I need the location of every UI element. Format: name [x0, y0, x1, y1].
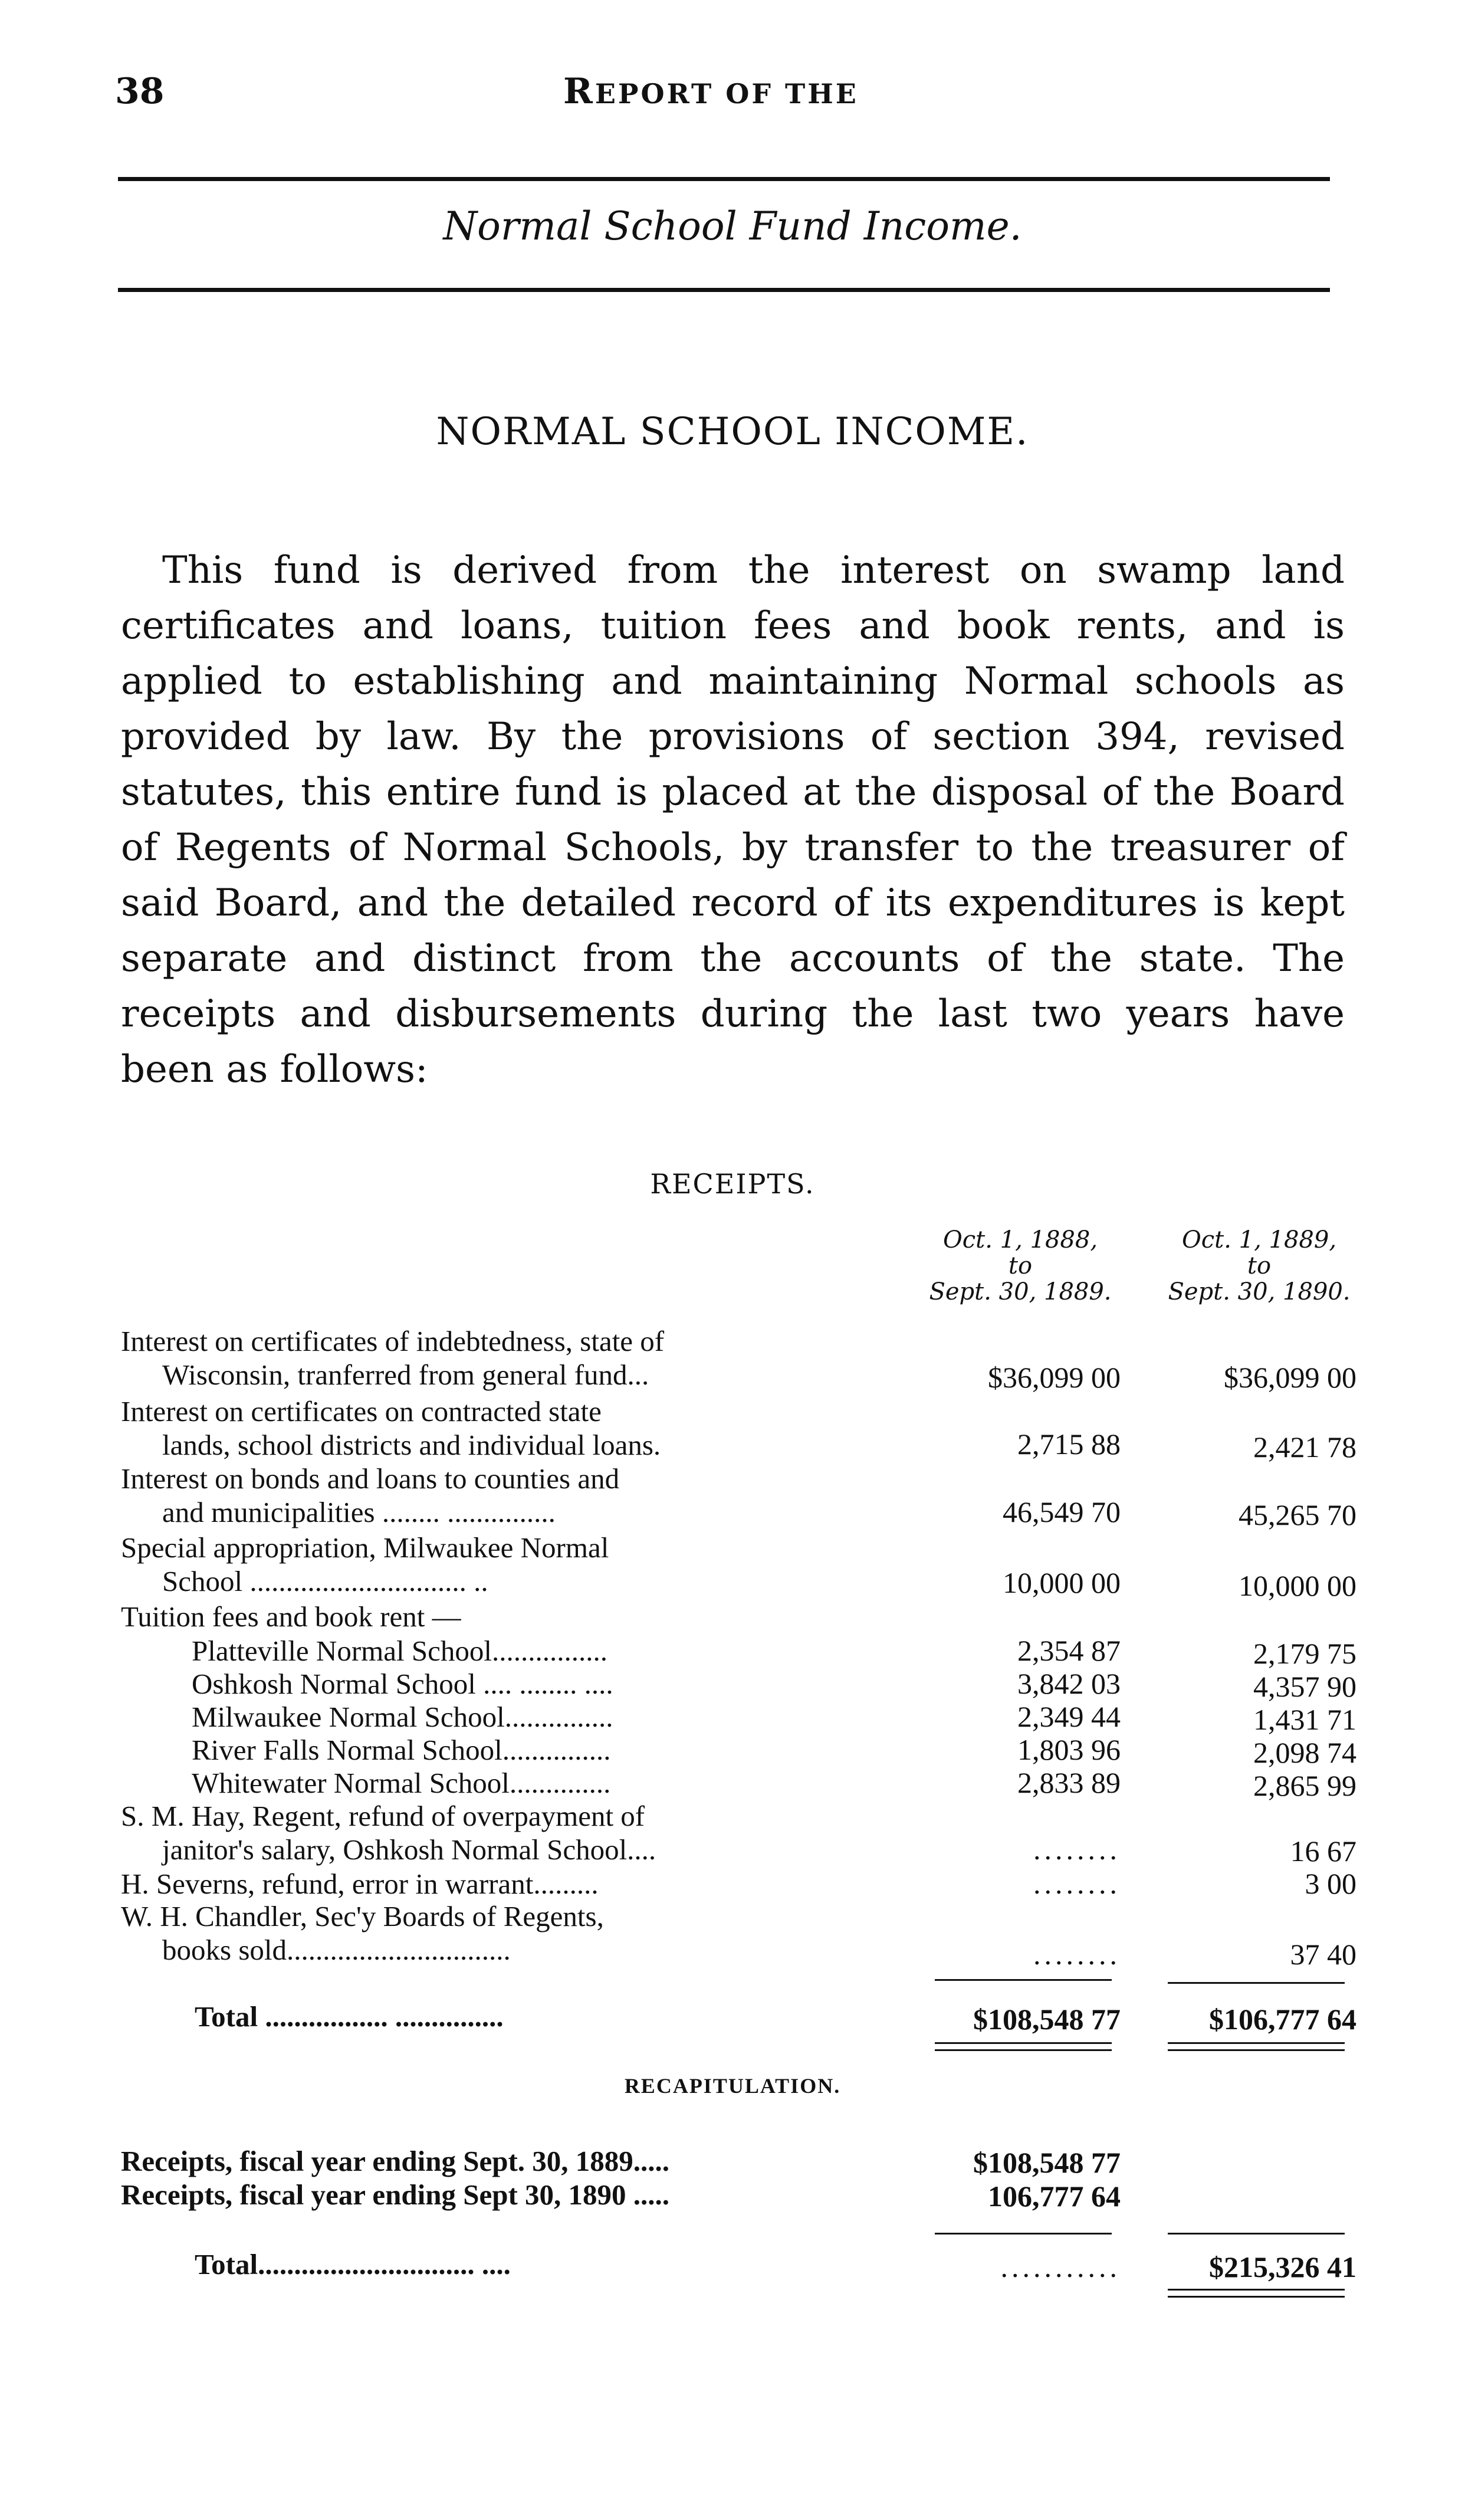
receipt-row — [121, 1667, 888, 1701]
row-amount-1889: 10,000 00 — [1003, 1566, 1121, 1599]
receipt-row — [121, 1799, 888, 1866]
recap-amount: $108,548 77 — [973, 2146, 1121, 2179]
row-amount-1889: 1,803 96 — [1017, 1733, 1121, 1766]
total-double-rule-col2-b — [1168, 2049, 1345, 2051]
column-header-1-line1: Oct. 1, 1888, — [942, 1226, 1098, 1254]
section-title: NORMAL SCHOOL INCOME. — [436, 410, 1029, 454]
recap-total-amount: $215,326 41 — [1209, 2250, 1356, 2283]
receipt-row — [121, 1600, 888, 1633]
recap-total-text: Total.............................. .... — [195, 2248, 511, 2281]
recap-row — [121, 2144, 888, 2178]
header-rule-top — [118, 177, 1330, 181]
recap-double-rule-a — [1168, 2289, 1345, 2291]
receipt-row — [121, 1733, 888, 1767]
row-amount-1890: 2,421 78 — [1253, 1430, 1356, 1464]
page-number: 38 — [115, 71, 165, 112]
total-double-rule-col1-b — [935, 2049, 1112, 2051]
row-amount-1889: 3,842 03 — [1017, 1667, 1121, 1700]
recap-amount: 106,777 64 — [988, 2180, 1121, 2213]
recapitulation-heading: RECAPITULATION. — [624, 2074, 841, 2098]
running-title-initial: R — [563, 71, 595, 112]
row-amount-1890: 16 67 — [1290, 1835, 1356, 1868]
row-amount-1889: ........ — [1033, 1867, 1121, 1900]
row-label: Milwaukee Normal School............... — [192, 1701, 613, 1733]
recap-row — [121, 2178, 888, 2211]
running-title — [563, 71, 859, 112]
receipt-row — [121, 1462, 888, 1529]
row-amount-1890: 10,000 00 — [1239, 1569, 1356, 1602]
row-amount-1889: ........ — [1033, 1833, 1121, 1866]
row-label: River Falls Normal School............... — [192, 1734, 611, 1766]
receipts-heading: RECEIPTS. — [650, 1168, 815, 1200]
row-label: and municipalities ........ ............... — [162, 1496, 556, 1528]
row-label: Interest on certificates of indebtedness, state of — [121, 1325, 665, 1357]
row-amount-1890: 1,431 71 — [1253, 1703, 1356, 1736]
receipt-row — [121, 1766, 888, 1800]
row-label: School .............................. .. — [162, 1565, 488, 1597]
header-rule-bottom — [118, 288, 1330, 292]
column-header-2-line3: Sept. 30, 1890. — [1168, 1278, 1351, 1305]
recap-rule-col2 — [1168, 2233, 1345, 2234]
column-header-1-line3: Sept. 30, 1889. — [929, 1278, 1112, 1305]
row-label: Special appropriation, Milwaukee Normal — [121, 1531, 609, 1564]
row-label: Interest on bonds and loans to counties and — [121, 1462, 620, 1495]
total-rule-col1 — [935, 1979, 1112, 1981]
row-amount-1890: 2,098 74 — [1253, 1736, 1356, 1769]
row-amount-1890: 37 40 — [1290, 1938, 1356, 1971]
row-label: Platteville Normal School................ — [192, 1635, 607, 1667]
row-label: Interest on certificates on contracted state — [121, 1395, 602, 1428]
column-header-2-line2: to — [1247, 1252, 1272, 1279]
recap-rule-col1 — [935, 2233, 1112, 2234]
receipt-row — [121, 1634, 888, 1668]
row-amount-1889: 46,549 70 — [1003, 1495, 1121, 1528]
intro-text: This fund is derived from the interest on swamp land certificates and loans, tuition fees and book rents, and is applied to establishing and maintaining Normal schools as provided by law. By the provisions of section 394, revised statutes, this entire fund is placed at the disposal of the Board of Regents of Normal Schools, by transfer to the treasurer of said Board, and the detailed record of its expenditures is kept separate and distinct from the accounts of the state. The receipts and disbursements during the last two years have been as follows: — [121, 549, 1345, 1091]
row-amount-1890: 45,265 70 — [1239, 1498, 1356, 1531]
recap-label: Receipts, fiscal year ending Sept 30, 1890 ..... — [121, 2178, 670, 2211]
receipt-row — [121, 1700, 888, 1734]
recap-total-col1: ........... — [1000, 2250, 1121, 2283]
row-amount-1889: $36,099 00 — [988, 1361, 1121, 1394]
receipt-row — [121, 1394, 888, 1462]
row-label: books sold............................... — [162, 1934, 511, 1966]
row-label: Whitewater Normal School.............. — [192, 1767, 611, 1799]
total-double-rule-col2-a — [1168, 2042, 1345, 2044]
column-header-2-line1: Oct. 1, 1889, — [1181, 1226, 1337, 1254]
row-amount-1889: 2,354 87 — [1017, 1634, 1121, 1667]
row-amount-1890: $36,099 00 — [1224, 1361, 1356, 1394]
row-amount-1890: 3 00 — [1305, 1867, 1356, 1900]
recap-double-rule-b — [1168, 2296, 1345, 2298]
row-amount-1889: ........ — [1033, 1938, 1121, 1971]
total-double-rule-col1-a — [935, 2042, 1112, 2044]
total-amount-1890: $106,777 64 — [1209, 2003, 1356, 2036]
intro-paragraph — [121, 543, 1345, 1097]
row-label: W. H. Chandler, Sec'y Boards of Regents, — [121, 1900, 604, 1932]
row-amount-1889: 2,715 88 — [1017, 1428, 1121, 1461]
column-header-1-line2: to — [1008, 1252, 1033, 1279]
total-amount-1889: $108,548 77 — [973, 2003, 1121, 2036]
row-amount-1890: 4,357 90 — [1253, 1670, 1356, 1703]
receipt-row — [121, 1899, 888, 1967]
row-label: janitor's salary, Oshkosh Normal School.... — [162, 1833, 656, 1866]
recap-total-label — [195, 2247, 891, 2281]
running-title-rest: EPORT OF THE — [594, 78, 859, 110]
receipt-row — [121, 1867, 888, 1901]
total-label: Total ................. ............... — [195, 2000, 504, 2033]
page-subtitle: Normal School Fund Income. — [443, 204, 1022, 249]
row-label: Tuition fees and book rent — — [121, 1600, 461, 1633]
row-label: S. M. Hay, Regent, refund of overpayment of — [121, 1800, 645, 1832]
receipts-total-label — [195, 2000, 891, 2033]
row-amount-1890: 2,865 99 — [1253, 1769, 1356, 1802]
row-amount-1889: 2,833 89 — [1017, 1766, 1121, 1799]
column-header-2 — [1162, 1227, 1356, 1305]
row-label: H. Severns, refund, error in warrant......... — [121, 1868, 599, 1900]
receipt-row — [121, 1531, 888, 1598]
receipt-row — [121, 1324, 888, 1392]
column-header-1 — [920, 1227, 1121, 1305]
row-label: Wisconsin, tranferred from general fund... — [162, 1359, 649, 1391]
recap-label: Receipts, fiscal year ending Sept. 30, 1889..... — [121, 2145, 670, 2177]
row-label: Oshkosh Normal School .... ........ .... — [192, 1668, 613, 1700]
total-rule-col2 — [1168, 1982, 1345, 1984]
row-label: lands, school districts and individual loans. — [162, 1429, 661, 1461]
row-amount-1889: 2,349 44 — [1017, 1700, 1121, 1733]
row-amount-1890: 2,179 75 — [1253, 1637, 1356, 1670]
